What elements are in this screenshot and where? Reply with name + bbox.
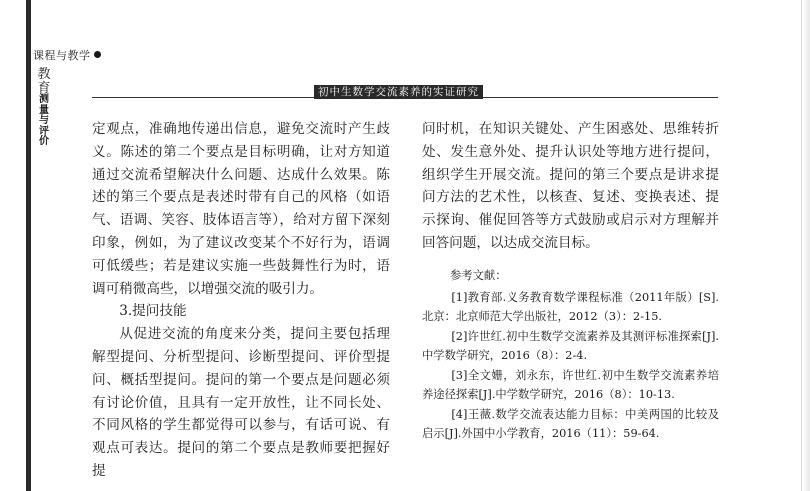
column-sidebar: [37, 68, 51, 148]
section-tag: [33, 47, 101, 63]
page-gutter: [0, 0, 26, 491]
references-heading: 参考文献：: [450, 269, 507, 282]
paragraph: 问时机，在知识关键处、产生困惑处、思维转折处、发生意外处、提升认识处等地方进行提问，组织学生开展交流。提问的第三个要点是讲求提问方法的艺术性，以核查、复述、变换表述、提示探询、催促回答等方式鼓励或启示对方理解并回答问题，以达成交流目标。: [422, 121, 719, 251]
page-right-edge: [801, 0, 810, 491]
sidebar-char: 测: [39, 94, 49, 106]
article-title: 初中生数学交流素养的实证研究: [314, 85, 483, 99]
binding-bar: [26, 0, 31, 491]
reference-item: [1]教育部.义务教育数学课程标准（2011年版）[S].北京：北京师范大学出版社，2012（3）：2-15.: [422, 290, 719, 323]
sidebar-char: 价: [39, 136, 49, 148]
sidebar-char: 评: [39, 125, 49, 137]
reference-item: [4]王薇.数学交流表达能力目标：中美两国的比较及启示[J].外国中小学教育，2016（11）：59-64.: [422, 407, 719, 440]
sidebar-char: 教: [37, 67, 51, 82]
sidebar-char: 育: [37, 80, 51, 96]
paragraph: 从促进交流的角度来分类，提问主要包括理解型提问、分析型提问、诊断型提问、评价型提问、概括型提问。提问的第一个要点是问题必须有讨论价值，且具有一定开放性，让不同长处、不同风格的学生都觉得可以参与，有话可说、有观点可表达。提问的第二个要点是教师要把握好提: [92, 326, 390, 479]
subheading: 3.提问技能: [119, 303, 187, 320]
sidebar-char: 与: [39, 115, 49, 127]
sidebar-char: 量: [39, 104, 49, 116]
references: [422, 266, 719, 444]
reference-item: [2]许世红.初中生数学交流素养及其测评标准探索[J].中学数学研究，2016（8）：2-4.: [422, 329, 719, 362]
right-column: [422, 118, 719, 255]
left-column: [92, 118, 390, 483]
reference-item: [3]全文姗，刘永东，许世红.初中生数学交流素养培养途径探索[J].中学数学研究，2016（8）：10-13.: [422, 368, 719, 401]
paragraph: 定观点，准确地传递出信息，避免交流时产生歧义。陈述的第二个要点是目标明确，让对方知道通过交流希望解决什么问题、达成什么效果。陈述的第三个要点是表述时带有自己的风格（如语气、语调、笑容、肢体语言等），给对方留下深刻印象，例如，为了建议改变某个不好行为，语调可低缓些；若是建议实施一些鼓舞性行为时，语调可稍微高些，以增强交流的吸引力。: [92, 121, 390, 297]
section-label: 课程与教学: [33, 49, 91, 62]
bullet-icon: [94, 51, 101, 58]
